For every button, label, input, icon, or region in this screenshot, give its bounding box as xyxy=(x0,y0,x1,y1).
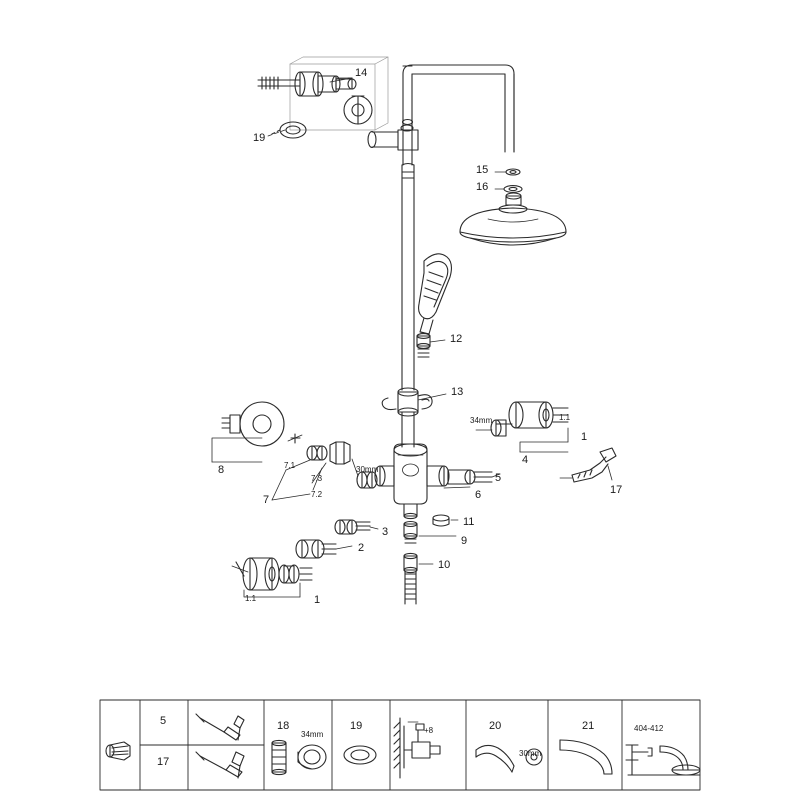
legend-icon-18-cartridge xyxy=(272,740,286,774)
legend-icon-21-spout xyxy=(560,740,612,774)
callout-1-right: 1 xyxy=(581,431,588,443)
callout-3: 3 xyxy=(382,526,389,538)
hand-shower xyxy=(419,254,452,334)
callout-9: 9 xyxy=(461,535,468,547)
callout-30mm: 30mm xyxy=(356,465,379,474)
mixer-body xyxy=(375,444,449,519)
legend-label-404-412: 404-412 xyxy=(634,724,664,733)
legend-icon-20-spanner xyxy=(476,745,514,772)
legend-label-5: 5 xyxy=(160,715,167,727)
callout-12: 12 xyxy=(450,333,463,345)
callout-1-1-bottom: 1.1 xyxy=(245,594,257,603)
riser-column xyxy=(368,120,418,391)
callout-8: 8 xyxy=(218,464,225,476)
callout-7-3: 7.3 xyxy=(311,474,323,483)
legend-label-30mm: 30mm xyxy=(519,749,542,758)
callout-34mm-top: 34mm xyxy=(470,416,493,425)
shower-riser-pipe xyxy=(403,65,514,152)
callout-6: 6 xyxy=(475,489,482,501)
callout-7: 7 xyxy=(263,494,270,506)
part-8-handle-cap xyxy=(222,402,284,446)
legend-icon-hose-end xyxy=(106,742,130,760)
part-14-wall-union xyxy=(258,57,388,130)
legend-label-18: 18 xyxy=(277,720,290,732)
part-10-hose xyxy=(404,553,433,604)
part-2-connector xyxy=(296,540,352,558)
legend-icon-404-412-faucet xyxy=(626,745,700,775)
legend-label-20: 20 xyxy=(489,720,502,732)
legend-label-plus8: +8 xyxy=(424,726,434,735)
part-12-coupling xyxy=(417,334,445,357)
callout-4: 4 xyxy=(522,454,529,466)
callout-1-1-right: 1.1 xyxy=(559,413,571,422)
part-17-aerator xyxy=(560,448,616,482)
part-15-washer xyxy=(495,169,520,175)
legend-label-21: 21 xyxy=(582,720,595,732)
part-5-6-outlet xyxy=(444,470,500,488)
callout-7-1: 7.1 xyxy=(284,461,296,470)
legend-icon-19-ring-34mm xyxy=(298,745,326,769)
callout-13: 13 xyxy=(451,386,464,398)
callout-14: 14 xyxy=(355,67,368,79)
callout-2: 2 xyxy=(358,542,365,554)
legend-label-17: 17 xyxy=(157,756,170,768)
head-shower xyxy=(460,193,566,245)
part-11-washers xyxy=(433,515,458,526)
riser-lower xyxy=(402,412,414,447)
part-16-washer xyxy=(495,186,522,193)
callout-17-right: 17 xyxy=(610,484,623,496)
callout-15: 15 xyxy=(476,164,489,176)
legend-icon-tool-5 xyxy=(196,714,244,740)
part-3-nipple xyxy=(335,520,378,534)
callout-7-2: 7.2 xyxy=(311,490,323,499)
legend-icon-tool-17 xyxy=(196,752,244,778)
callout-5: 5 xyxy=(495,472,502,484)
legend-icon-19-seal xyxy=(344,746,376,764)
callout-1-bottom: 1 xyxy=(314,594,321,606)
callout-16: 16 xyxy=(476,181,489,193)
callout-10: 10 xyxy=(438,559,451,571)
callout-11: 11 xyxy=(463,516,475,528)
legend-label-34mm: 34mm xyxy=(301,730,324,739)
callout-19-top: 19 xyxy=(253,132,266,144)
legend-label-19: 19 xyxy=(350,720,363,732)
